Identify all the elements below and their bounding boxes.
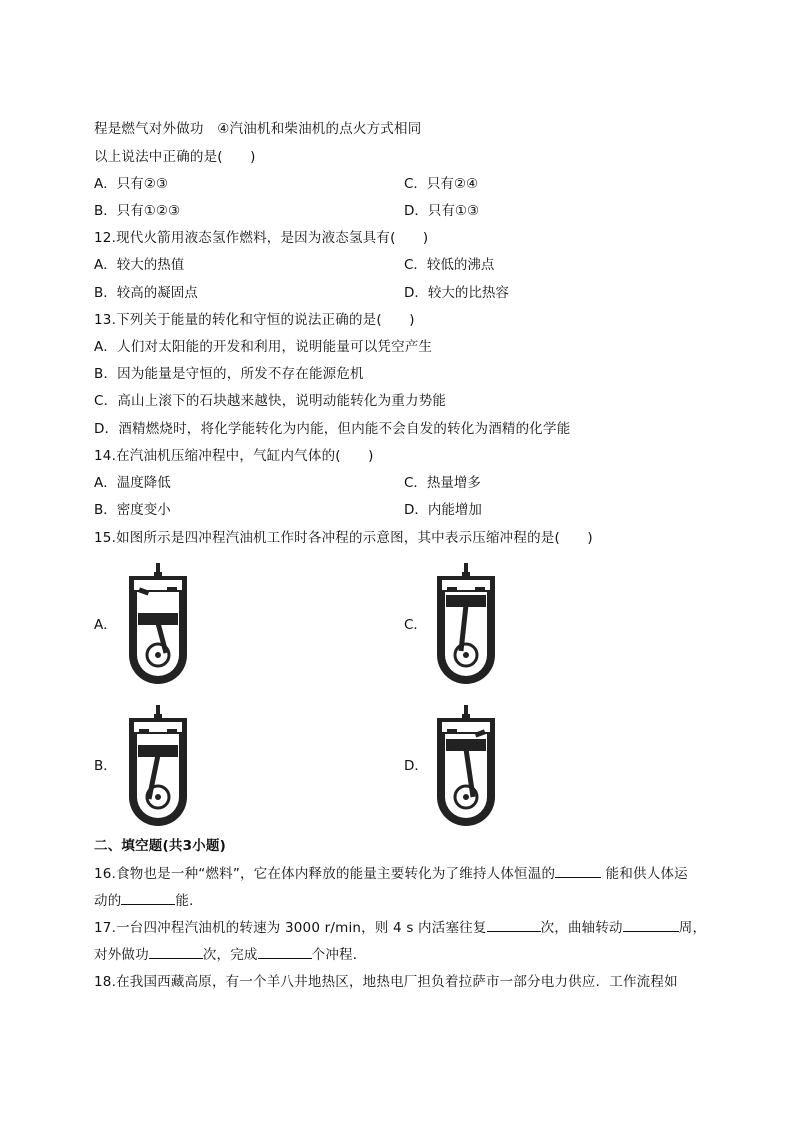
- q11-option-d: D．只有①③: [404, 203, 480, 219]
- q17-blank-2[interactable]: [623, 918, 679, 932]
- engine-diagram-c: [433, 563, 499, 685]
- q16-text-2: 能和供人体运: [605, 866, 688, 882]
- q16-text-3: 动的: [94, 893, 122, 909]
- q17-text-3: 周，: [678, 920, 707, 936]
- q11-stem-continued: 程是燃气对外做功 ④汽油机和柴油机的点火方式相同: [94, 121, 422, 137]
- q12-stem: 12.现代火箭用液态氢作燃料，是因为液态氢具有( ): [94, 230, 429, 246]
- q11-option-c: C．只有②④: [404, 176, 479, 192]
- q12-option-c: C．较低的沸点: [404, 257, 495, 273]
- q16-line2: [94, 891, 203, 910]
- q11-option-b: B．只有①②③: [94, 203, 181, 219]
- q15-option-b-label: B．: [94, 758, 117, 774]
- q17-text-5: 次，完成: [202, 947, 258, 963]
- q14-option-c: C．热量增多: [404, 475, 481, 491]
- q14-option-d: D．内能增加: [404, 502, 482, 518]
- q17-line2: [94, 945, 366, 964]
- q17-line1: [94, 918, 706, 937]
- q17-text-2: 次，曲轴转动: [540, 920, 623, 936]
- q15-option-a-label: A．: [94, 617, 117, 633]
- q16-text-1: 16.食物也是一种“燃料”，它在体内释放的能量主要转化为了维持人体恒温的: [94, 866, 556, 882]
- q13-option-c: C．高山上滚下的石块越来越快，说明动能转化为重力势能: [94, 393, 447, 409]
- q17-text-6: 个冲程．: [311, 947, 367, 963]
- q18-line1: 18.在我国西藏高原，有一个羊八井地热区，地热电厂担负着拉萨市一部分电力供应．工作流程如: [94, 974, 678, 990]
- q11-question: 以上说法中正确的是( ): [94, 149, 256, 165]
- q16-line1: [94, 864, 688, 883]
- q13-option-b: B．因为能量是守恒的，所发不存在能源危机: [94, 366, 364, 382]
- q17-blank-3[interactable]: [149, 945, 203, 959]
- q16-blank-1[interactable]: [555, 864, 601, 878]
- q15-stem: 15.如图所示是四冲程汽油机工作时各冲程的示意图，其中表示压缩冲程的是( ): [94, 530, 593, 546]
- q13-option-a: A．人们对太阳能的开发和利用，说明能量可以凭空产生: [94, 339, 433, 355]
- q16-blank-2[interactable]: [121, 891, 175, 905]
- q14-stem: 14.在汽油机压缩冲程中，气缸内气体的( ): [94, 448, 374, 464]
- section-fill-in-heading: 二、填空题(共3小题): [94, 838, 226, 854]
- q13-stem: 13.下列关于能量的转化和守恒的说法正确的是( ): [94, 312, 415, 328]
- q13-option-d: D．酒精燃烧时，将化学能转化为内能，但内能不会自发的转化为酒精的化学能: [94, 421, 571, 437]
- q11-option-a: A．只有②③: [94, 176, 168, 192]
- q16-text-4: 能．: [175, 893, 203, 909]
- q12-option-a: A．较大的热值: [94, 257, 185, 273]
- q17-text-4: 对外做功: [94, 947, 149, 963]
- q15-option-d-label: D．: [404, 758, 428, 774]
- q15-option-c-label: C．: [404, 617, 427, 633]
- q17-text-1: 17.一台四冲程汽油机的转速为 3000 r/min，则 4 s 内活塞往复: [94, 920, 487, 936]
- q12-option-d: D．较大的比热容: [404, 285, 509, 301]
- q14-option-b: B．密度变小: [94, 502, 171, 518]
- engine-diagram-a: [125, 563, 191, 685]
- q14-option-a: A．温度降低: [94, 475, 171, 491]
- engine-diagram-d: [433, 705, 499, 827]
- q12-option-b: B．较高的凝固点: [94, 285, 198, 301]
- q17-blank-4[interactable]: [258, 945, 312, 959]
- engine-diagram-b: [125, 705, 191, 827]
- q17-blank-1[interactable]: [487, 918, 541, 932]
